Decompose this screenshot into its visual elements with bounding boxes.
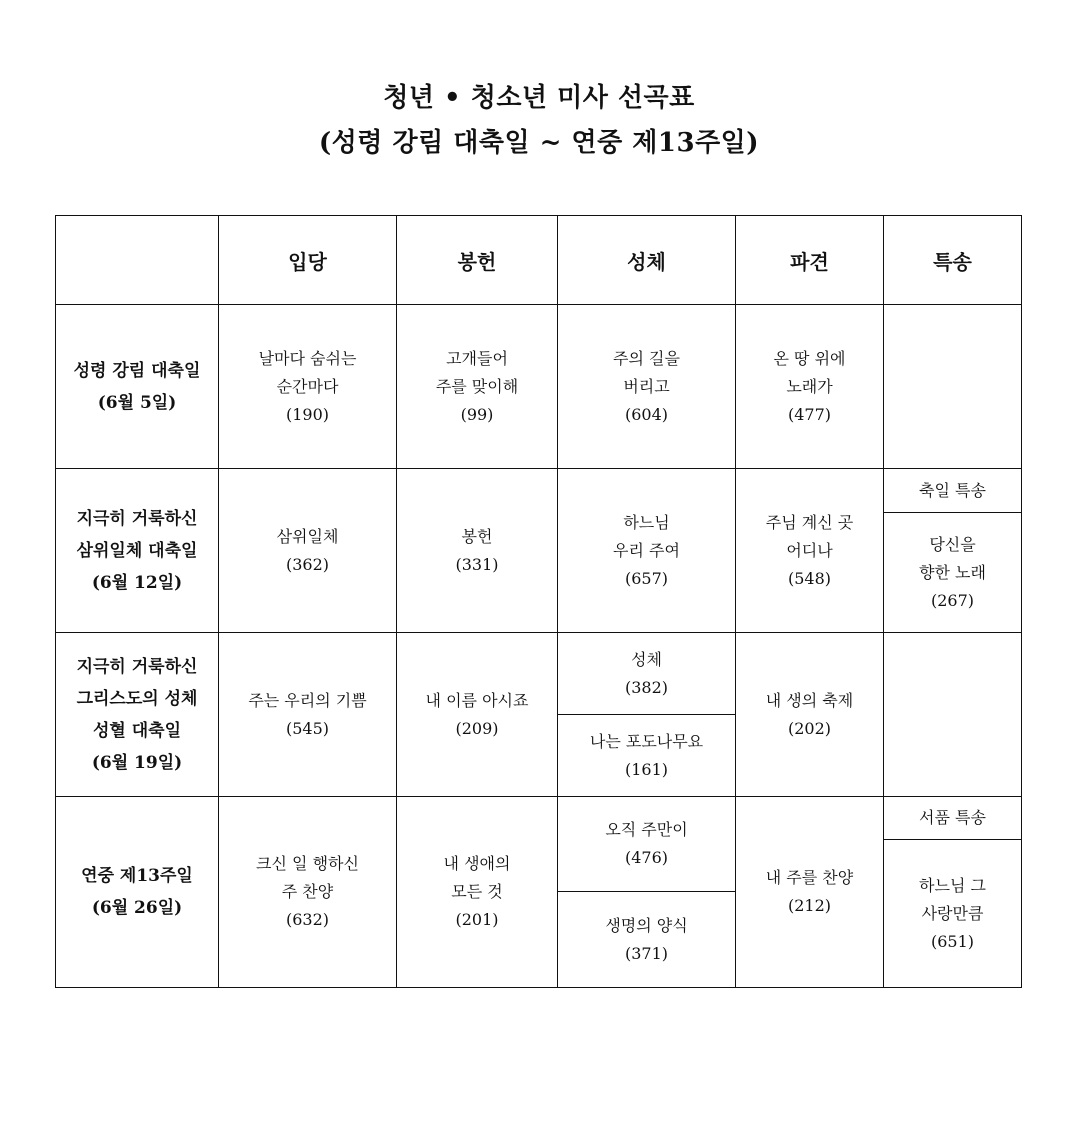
header-communion: 성체 (558, 216, 736, 305)
header-row (56, 216, 1022, 305)
song-number: (651) (930, 931, 975, 951)
song-title: 사랑만큼 (921, 903, 984, 923)
feast-date: (6월 26일) (91, 898, 183, 918)
special-label: 축일 특송 (919, 480, 986, 500)
special-cell (884, 840, 1022, 988)
feast-line: 성혈 대축일 (92, 720, 182, 741)
feast-date: (6월 19일) (91, 752, 183, 773)
song-title: 오직 주만이 (605, 820, 688, 839)
song-number: (545) (285, 718, 330, 738)
song-title: 날마다 숨쉬는 (258, 348, 357, 368)
song-number: (632) (285, 910, 330, 929)
song-number: (161) (624, 759, 669, 779)
song-title: 성체 (631, 649, 662, 669)
special-label-cell (884, 469, 1022, 513)
feast-line: 지극히 거룩하신 (76, 656, 198, 677)
song-number: (371) (624, 943, 669, 963)
communion-cell-b (558, 892, 736, 988)
song-title: 향한 노래 (919, 562, 986, 582)
special-cell-empty (884, 305, 1022, 469)
song-title: 삼위일체 (276, 526, 339, 546)
feast-date: (6월 12일) (91, 572, 183, 593)
page-title: 청년 • 청소년 미사 선곡표 (383, 83, 695, 113)
song-title: 내 생의 축제 (765, 690, 854, 710)
feast-line: 삼위일체 대축일 (76, 540, 198, 561)
song-number: (477) (787, 404, 832, 424)
special-cell-empty (884, 633, 1022, 797)
entrance-cell (219, 797, 397, 988)
song-number: (201) (455, 910, 499, 929)
song-number: (99) (460, 404, 494, 424)
song-title: 주 찬양 (281, 882, 334, 901)
song-number: (267) (930, 590, 975, 610)
song-title: 하느님 그 (919, 875, 986, 895)
song-title: 내 이름 아시죠 (425, 690, 529, 710)
special-cell (884, 513, 1022, 633)
entrance-cell (219, 305, 397, 469)
communion-cell-a (558, 797, 736, 892)
header-offertory: 봉헌 (397, 216, 558, 305)
song-number: (657) (624, 568, 669, 588)
dismissal-cell (736, 633, 884, 797)
song-number: (331) (455, 554, 499, 574)
song-title: 봉헌 (461, 526, 493, 546)
offertory-cell (397, 305, 558, 469)
song-title: 생명의 양식 (605, 915, 688, 935)
communion-cell-a (558, 633, 736, 715)
header-entrance: 입당 (219, 216, 397, 305)
feast-line: 그리스도의 성체 (76, 688, 198, 709)
song-title: 순간마다 (276, 376, 339, 396)
feast-cell (56, 469, 219, 633)
song-title: 주의 길을 (613, 348, 680, 368)
song-title: 주는 우리의 기쁨 (248, 690, 367, 710)
song-title: 온 땅 위에 (773, 348, 846, 368)
song-title: 고개들어 (446, 348, 508, 368)
song-title: 당신을 (929, 534, 976, 554)
communion-cell (558, 305, 736, 469)
entrance-cell (219, 633, 397, 797)
song-number: (209) (455, 718, 499, 738)
song-number: (548) (787, 568, 832, 588)
table-row (56, 305, 1022, 469)
feast-line: 성령 강림 대축일 (73, 360, 201, 381)
song-title: 나는 포도나무요 (589, 731, 704, 751)
song-title: 내 주를 찬양 (765, 868, 854, 887)
table-row (56, 469, 1022, 513)
dismissal-cell (736, 469, 884, 633)
offertory-cell (397, 633, 558, 797)
song-number: (604) (624, 404, 669, 424)
feast-line: 지극히 거룩하신 (76, 508, 198, 529)
song-number: (212) (787, 896, 832, 915)
offertory-cell (397, 797, 558, 988)
song-title: 모든 것 (451, 882, 503, 901)
table-row (56, 797, 1022, 840)
feast-cell (56, 633, 219, 797)
song-title: 주님 계신 곳 (765, 512, 854, 532)
dismissal-cell (736, 305, 884, 469)
feast-line: 연중 제13주일 (81, 866, 193, 886)
song-title: 하느님 (623, 512, 670, 532)
header-special: 특송 (884, 216, 1022, 305)
header-empty (56, 216, 219, 305)
special-label-cell (884, 797, 1022, 840)
dismissal-cell (736, 797, 884, 988)
song-number: (476) (624, 848, 669, 867)
offertory-cell (397, 469, 558, 633)
song-title: 어디나 (786, 540, 833, 560)
feast-cell (56, 797, 219, 988)
song-number: (202) (787, 718, 832, 738)
feast-cell (56, 305, 219, 469)
song-number: (362) (285, 554, 330, 574)
song-number: (190) (285, 404, 330, 424)
song-title: 크신 일 행하신 (256, 854, 359, 873)
communion-cell-b (558, 715, 736, 797)
special-label: 서품 특송 (919, 808, 986, 827)
song-title: 주를 맞이해 (435, 376, 519, 396)
page-subtitle: (성령 강림 대축일 ~ 연중 제13주일) (318, 128, 760, 158)
communion-cell (558, 469, 736, 633)
song-title: 내 생애의 (443, 854, 511, 873)
song-selection-table (55, 215, 1022, 988)
song-title: 노래가 (786, 376, 833, 396)
table-row (56, 633, 1022, 715)
entrance-cell (219, 469, 397, 633)
feast-date: (6월 5일) (97, 392, 177, 413)
header-dismissal: 파견 (736, 216, 884, 305)
song-number: (382) (624, 677, 669, 697)
song-title: 버리고 (623, 376, 670, 396)
song-title: 우리 주여 (613, 540, 680, 560)
